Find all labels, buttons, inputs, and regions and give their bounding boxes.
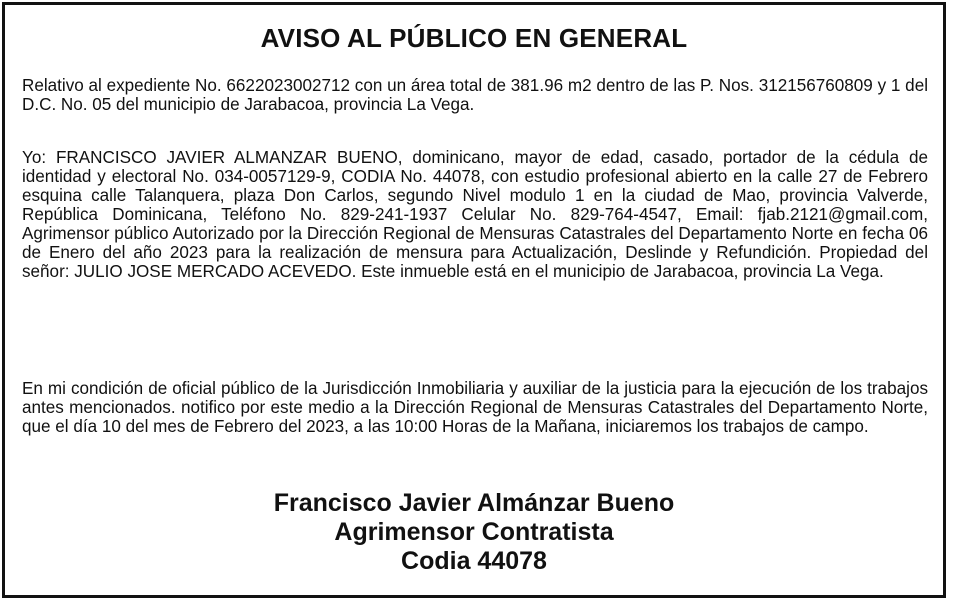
notice-paragraph-file-reference: Relativo al expediente No. 6622023002712 con un área total de 381.96 m2 dentro de las P. Nos. 312156760809 y 1 del D.C. No. 05 del municipio de Jarabacoa, provincia La Vega. xyxy=(22,76,928,114)
notice-paragraph-work-notification: En mi condición de oficial público de la Jurisdicción Inmobiliaria y auxiliar de la justicia para la ejecución de los trabajos antes mencionados. notifico por este medio a la Dirección Regional de Mensuras Catastrales del Departamento Norte, que el día 10 del mes de Febrero del 2023, a las 10:00 Horas de la Mañana, iniciaremos los trabajos de campo. xyxy=(22,379,928,436)
signature-codia: Codia 44078 xyxy=(401,547,547,575)
signature-role: Agrimensor Contratista xyxy=(334,518,614,546)
signature-block xyxy=(5,489,943,576)
signature-name: Francisco Javier Almánzar Bueno xyxy=(273,489,675,517)
public-notice xyxy=(2,2,946,598)
notice-paragraph-surveyor-declaration: Yo: FRANCISCO JAVIER ALMANZAR BUENO, dominicano, mayor de edad, casado, portador de la cédula de identidad y electoral No. 034-0057129-9, CODIA No. 44078, con estudio profesional abierto en la calle 27 de Febrero esquina calle Talanquera, plaza Don Carlos, segundo Nivel modulo 1 en la ciudad de Mao, provincia Valverde, República Dominicana, Teléfono No. 829-241-1937 Celular No. 829-764-4547, Email: fjab.2121@gmail.com, Agrimensor público Autorizado por la Dirección Regional de Mensuras Catastrales del Departamento Norte en fecha 06 de Enero del año 2023 para la realización de mensura para Actualización, Deslinde y Refundición. Propiedad del señor: JULIO JOSE MERCADO ACEVEDO. Este inmueble está en el municipio de Jarabacoa, provincia La Vega. xyxy=(22,148,928,281)
notice-title: AVISO AL PÚBLICO EN GENERAL xyxy=(260,23,688,53)
